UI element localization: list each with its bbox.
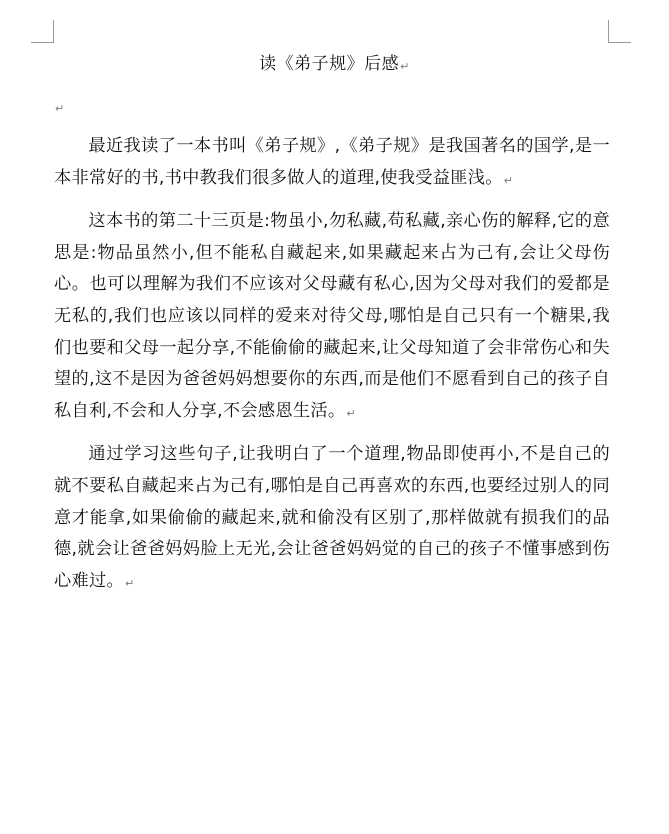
paragraph-mark-icon: ↵ xyxy=(55,102,65,115)
paragraph-2[interactable] xyxy=(54,206,610,429)
crop-mark-top-left xyxy=(31,20,54,43)
paragraph-1[interactable] xyxy=(54,131,610,196)
paragraph-mark-icon: ↵ xyxy=(503,173,514,187)
paragraph-mark-icon: ↵ xyxy=(400,60,410,73)
crop-mark-top-right xyxy=(608,20,631,43)
title-text: 读《弟子规》后感 xyxy=(259,54,400,74)
paragraph-mark-icon: ↵ xyxy=(124,576,135,590)
empty-paragraph[interactable] xyxy=(54,96,64,116)
document-title[interactable] xyxy=(0,52,669,79)
document-body[interactable] xyxy=(54,131,610,609)
paragraph-text: 通过学习这些句子,让我明白了一个道理,物品即使再小,不是自己的就不要私自藏起来占为己有,哪怕是自己再喜欢的东西,也要经过别人的同意才能拿,如果偷偷的藏起来,就和偷没有区别了,那样做就有损我们的品德,就会让爸爸妈妈脸上无光,会让爸爸妈妈觉的自己的孩子不懂事感到伤心难过。 xyxy=(54,444,610,591)
paragraph-text: 最近我读了一本书叫《弟子规》,《弟子规》是我国著名的国学,是一本非常好的书,书中教我们很多做人的道理,使我受益匪浅。 xyxy=(54,136,610,188)
paragraph-3[interactable] xyxy=(54,439,610,599)
paragraph-mark-icon: ↵ xyxy=(346,406,356,420)
paragraph-text: 这本书的第二十三页是:物虽小,勿私藏,苟私藏,亲心伤的解释,它的意思是:物品虽然小,但不能私自藏起来,如果藏起来占为己有,会让父母伤心。也可以理解为我们不应该对父母藏有私心,因为父母对我们的爱都是无私的,我们也应该以同样的爱来对待父母,哪怕是自己只有一个糖果,我们也要和父母一起分享,不能偷偷的藏起来,让父母知道了会非常伤心和失望的,这不是因为爸爸妈妈想要你的东西,而是他们不愿看到自己的孩子自私自利,不会和人分享,不会感恩生活。 xyxy=(54,211,610,421)
